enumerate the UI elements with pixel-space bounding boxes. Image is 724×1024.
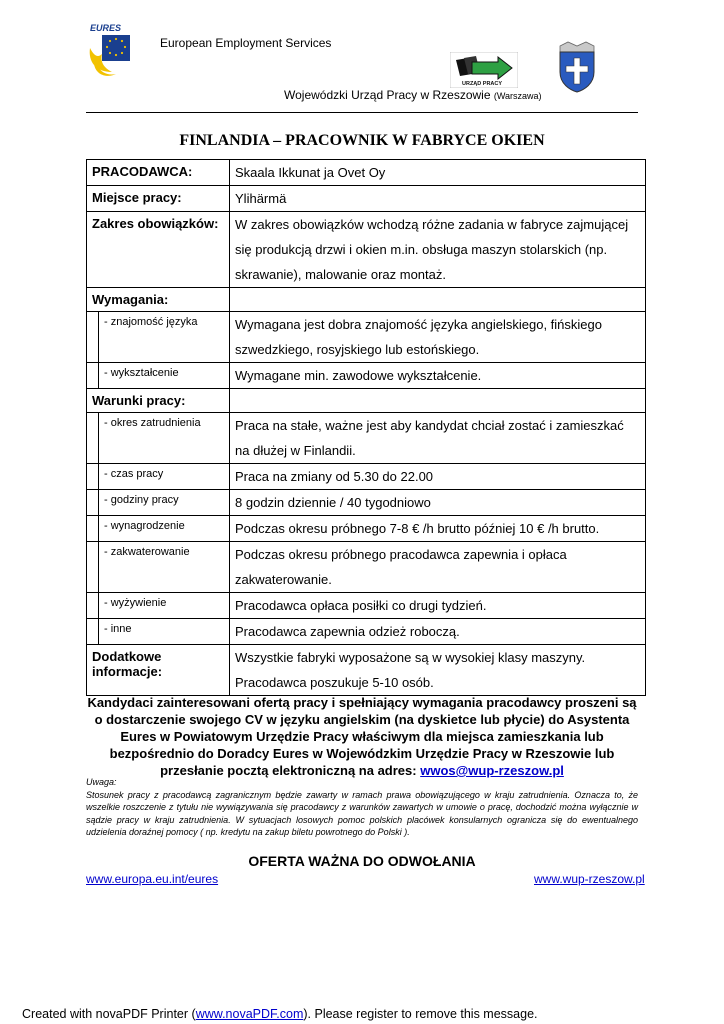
employer-value: Skaala Ikkunat ja Ovet Oy [230, 160, 646, 186]
eures-logo [86, 22, 132, 80]
note-text: Stosunek pracy z pracodawcą zagranicznym będzie zawarty w ramach prawa obowiązującego w kraju zatrudnienia. Oznacza to, że wszelkie roszczenie z tytułu nie wywiązywania się pracodawcy z warunków zawartych w umowie o pracę, dochodzić można wyłącznie w sądzie pracy w kraju zatrudnienia. W sytuacjach losowych pomoc polskich placówek konsularnych ogranicza się do ewentualnego udzielenia doraźnej pomocy ( np. kredytu na zakup biletu powrotnego do Polski ). [86, 789, 638, 837]
pdf-watermark-footer [22, 1007, 538, 1021]
indent-cell [87, 593, 99, 619]
novapdf-link[interactable]: www.novaPDF.com [195, 1007, 304, 1021]
urzad-pracy-logo [450, 52, 518, 88]
table-row [87, 413, 646, 464]
eures-logo-text: EURES [90, 23, 122, 33]
table-row [87, 645, 646, 696]
condition-value: 8 godzin dziennie / 40 tygodniowo [230, 490, 646, 516]
note-heading: Uwaga: [86, 777, 117, 787]
table-row [87, 619, 646, 645]
employer-label: PRACODAWCA: [87, 160, 230, 186]
additional-info-label: Dodatkowe informacje: [87, 645, 230, 696]
duties-value: W zakres obowiązków wchodzą różne zadania w fabryce zajmującej się produkcją drzwi i okien m.in. obsługa maszyn stolarskich (np. skrawanie), malowanie oraz montaż. [230, 212, 646, 288]
page-title: FINLANDIA – PRACOWNIK W FABRYCE OKIEN [179, 132, 545, 149]
table-row [87, 516, 646, 542]
indent-cell [87, 464, 99, 490]
requirements-label: Wymagania: [87, 288, 230, 312]
location-label: Miejsce pracy: [87, 186, 230, 212]
wup-name [284, 88, 542, 102]
requirement-value: Wymagana jest dobra znajomość języka angielskiego, fińskiego szwedzkiego, rosyjskiego lub estońskiego. [230, 312, 646, 363]
table-row [87, 160, 646, 186]
condition-label: - zakwaterowanie [99, 542, 230, 593]
condition-value: Pracodawca opłaca posiłki co drugi tydzień. [230, 593, 646, 619]
coat-of-arms-icon [554, 40, 600, 94]
conditions-label: Warunki pracy: [87, 389, 230, 413]
email-link[interactable]: wwos@wup-rzeszow.pl [420, 763, 564, 778]
condition-label: - godziny pracy [99, 490, 230, 516]
wup-website-link[interactable]: www.wup-rzeszow.pl [534, 872, 645, 886]
legal-note [86, 776, 638, 839]
condition-label: - wynagrodzenie [99, 516, 230, 542]
table-row [87, 288, 646, 312]
duties-label: Zakres obowiązków: [87, 212, 230, 288]
eures-website-link[interactable]: www.europa.eu.int/eures [86, 872, 219, 886]
location-value: Ylihärmä [230, 186, 646, 212]
table-row [87, 389, 646, 413]
table-row [87, 490, 646, 516]
wup-location: (Warszawa) [493, 91, 542, 101]
requirement-label: - znajomość języka [99, 312, 230, 363]
indent-cell [87, 516, 99, 542]
condition-label: - wyżywienie [99, 593, 230, 619]
requirement-label: - wykształcenie [99, 363, 230, 389]
application-instructions [86, 694, 638, 779]
indent-cell [87, 619, 99, 645]
table-row [87, 464, 646, 490]
condition-label: - czas pracy [99, 464, 230, 490]
condition-value: Podczas okresu próbnego pracodawca zapewnia i opłaca zakwaterowanie. [230, 542, 646, 593]
indent-cell [87, 363, 99, 389]
conditions-empty [230, 389, 646, 413]
condition-label: - inne [99, 619, 230, 645]
condition-label: - okres zatrudnienia [99, 413, 230, 464]
table-row [87, 593, 646, 619]
application-text: Kandydaci zainteresowani ofertą pracy i spełniający wymagania pracodawcy proszeni są o dostarczenie swojego CV w języku angielskim (na dyskietce lub płycie) do Asystenta Eures w Powiatowym Urzędzie Pracy właściwym dla miejsca zamieszkania lub bezpośrednio do Doradcy Eures w Wojewódzkim Urzędzie Pracy w Rzeszowie lub przesłanie pocztą elektroniczną na adres: [87, 695, 637, 778]
requirement-value: Wymagane min. zawodowe wykształcenie. [230, 363, 646, 389]
requirements-empty [230, 288, 646, 312]
table-row [87, 212, 646, 288]
condition-value: Praca na zmiany od 5.30 do 22.00 [230, 464, 646, 490]
eures-subtitle: European Employment Services [160, 36, 332, 50]
wup-name-text: Wojewódzki Urząd Pracy w Rzeszowie [284, 88, 491, 102]
footer-suffix: ). Please register to remove this message. [303, 1007, 538, 1021]
footer-prefix: Created with novaPDF Printer ( [22, 1007, 196, 1021]
additional-info-value: Wszystkie fabryki wyposażone są w wysokiej klasy maszyny. Pracodawca poszukuje 5-10 osób. [230, 645, 646, 696]
table-row [87, 312, 646, 363]
header-divider [86, 112, 638, 113]
indent-cell [87, 490, 99, 516]
offer-validity: OFERTA WAŻNA DO ODWOŁANIA [248, 853, 476, 869]
table-row [87, 363, 646, 389]
condition-value: Praca na stałe, ważne jest aby kandydat chciał zostać i zamieszkać na dłużej w Finlandii. [230, 413, 646, 464]
indent-cell [87, 542, 99, 593]
urzad-logo-text: URZĄD PRACY [462, 81, 503, 87]
indent-cell [87, 312, 99, 363]
table-row [87, 542, 646, 593]
table-row [87, 186, 646, 212]
condition-value: Pracodawca zapewnia odzież roboczą. [230, 619, 646, 645]
indent-cell [87, 413, 99, 464]
condition-value: Podczas okresu próbnego 7-8 € /h brutto później 10 € /h brutto. [230, 516, 646, 542]
job-offer-table [86, 159, 646, 696]
